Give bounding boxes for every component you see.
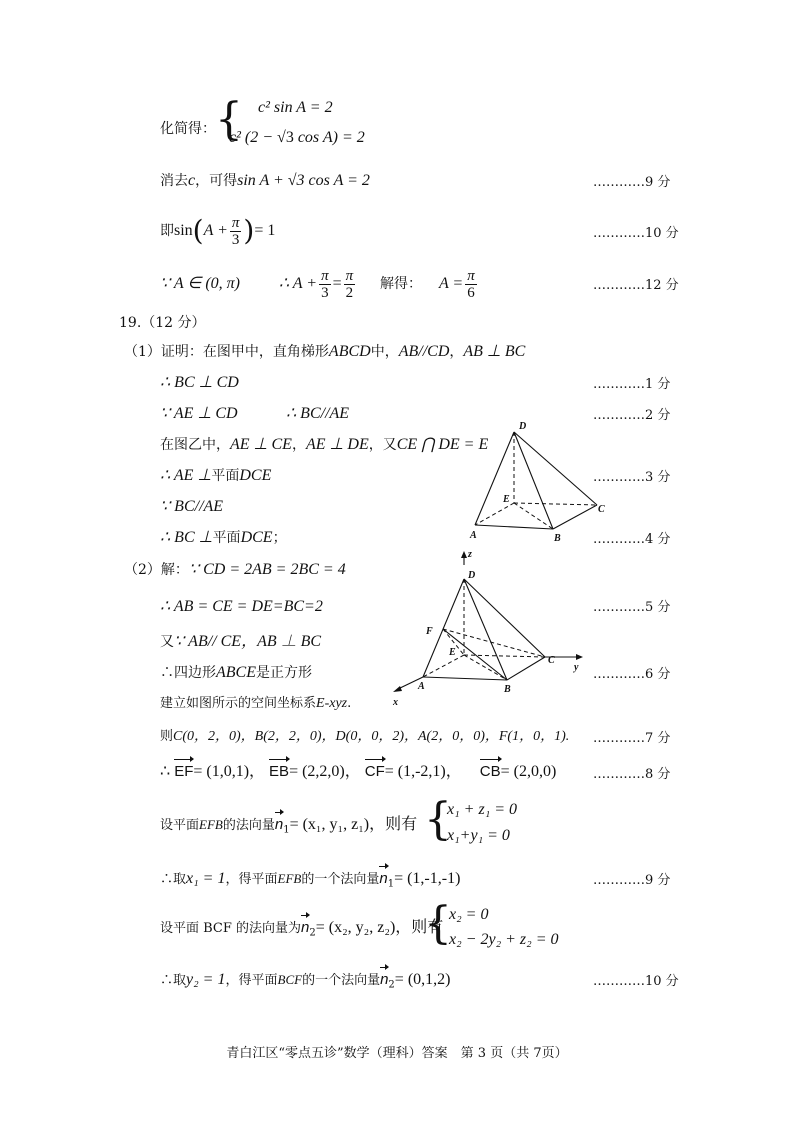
bc-parallel-ae-2: ∵ BC//AE xyxy=(160,498,224,515)
vector-CB: CB xyxy=(479,763,501,780)
score-5: …………5 分 xyxy=(593,600,671,615)
take-y2-line: ∴取y₂ = 1，得平面BCF的一个法向量$n_2= (0,1,2)$ xyxy=(160,971,451,991)
system-eq-1: c² sin A = 2 xyxy=(258,99,333,116)
edge-DB xyxy=(514,432,553,529)
score-8: …………8 分 xyxy=(593,767,671,782)
pyramid-figure-1 xyxy=(465,418,615,543)
edge-DC xyxy=(514,432,597,505)
edge-BC xyxy=(553,505,597,529)
edge-EB xyxy=(514,503,553,529)
label-B: B xyxy=(504,684,511,695)
score-2: …………2 分 xyxy=(593,408,671,423)
square-statement: ∴四边形ABCE是正方形 xyxy=(160,664,312,681)
simplify-label: 化简得： xyxy=(160,121,216,137)
edge-DB xyxy=(464,579,507,680)
sin-eq-line: 即sin(A + $\frac{\pi}{3}$ )= 1 xyxy=(160,214,276,248)
take-x1-line: ∴取x₁ = 1，得平面EFB的一个法向量$n_1= (1,-1,-1)$ xyxy=(160,870,461,890)
vector-CF: CF xyxy=(364,763,385,780)
label-D: D xyxy=(468,570,476,581)
edge-AB xyxy=(423,677,507,680)
system2-eq-2: x₁+y₁ = 0 xyxy=(447,827,510,844)
vector-n2b: n xyxy=(380,971,389,988)
ae-perp-plane: ∴ AE ⊥平面DCE xyxy=(160,467,272,484)
bc-perp-cd: ∴ BC ⊥ CD xyxy=(160,374,239,391)
points-line: 则C(0，2，0)，B(2，2，0)，D(0，0，2)，A(2，0，0)，F(1，0，1). xyxy=(160,729,570,744)
angle-range-line: ∵ A ∈ (0, π) ∴ A + $\frac{\pi}{3}$ = $\frac{\pi}{2}$ 解得： A = $\frac{\pi}{6}$ xyxy=(160,267,475,301)
score-4: …………4 分 xyxy=(593,532,671,547)
score-9b: …………9 分 xyxy=(593,873,671,888)
score-3: …………3 分 xyxy=(593,470,671,485)
label-A: A xyxy=(418,681,425,692)
edge-EB xyxy=(464,655,507,680)
part2-statement: （2）解：∵ CD = 2AB = 2BC = 4 xyxy=(124,561,346,578)
eliminate-line: 消去c，可得sin A + √3 cos A = 2 xyxy=(160,172,370,189)
label-B: B xyxy=(554,533,561,543)
score-10: …………10 分 xyxy=(593,226,679,241)
question-19-heading: 19.（12 分） xyxy=(119,315,206,331)
vector-EB: EB xyxy=(269,763,290,780)
part1-statement: （1）证明：在图甲中，直角梯形ABCD中，AB//CD，AB ⊥ BC xyxy=(124,343,526,360)
label-y: y xyxy=(574,662,579,673)
label-C: C xyxy=(598,504,605,515)
normal-n1-line: 设平面EFB的法向量$n_1= (x_1$, y₁, z₁)，则有 xyxy=(160,816,418,836)
bc-perp-plane: ∴ BC ⊥平面DCE； xyxy=(160,529,287,546)
edge-AB xyxy=(475,525,553,529)
score-10b: …………10 分 xyxy=(593,974,679,989)
ae-perp-cd: ∵ AE ⊥ CD xyxy=(160,405,238,422)
edge-BC xyxy=(507,657,545,680)
coordinate-system: 建立如图所示的空间坐标系E-xyz. xyxy=(160,696,352,711)
vector-n2: n xyxy=(301,919,310,936)
vectors-line: ∴ EF= (1,0,1)， EB= (2,2,0)， CF= (1,-2,1)， CB= (2,0,0) xyxy=(160,763,557,780)
edge-EA xyxy=(475,503,514,525)
system3-eq-1: x₂ = 0 xyxy=(449,906,489,923)
y-arrow xyxy=(576,654,583,660)
edge-DC xyxy=(464,579,545,657)
pyramid-figure-2 xyxy=(388,547,588,707)
fig2-statement: 在图乙中，AE ⊥ CE，AE ⊥ DE，又CE ⋂ DE = E xyxy=(160,436,489,453)
bc-parallel-ae: ∴ BC//AE xyxy=(286,405,350,422)
system2-brace: { xyxy=(424,794,452,845)
normal-n2-line: 设平面 BCF 的法向量为$n_2= (x_2$, y₂, z₂)，则有 xyxy=(160,919,444,939)
edge-EC xyxy=(514,503,597,505)
label-A: A xyxy=(470,530,477,541)
x-arrow xyxy=(393,686,402,692)
system2-eq-1: x₁ + z₁ = 0 xyxy=(447,801,518,818)
label-E: E xyxy=(449,647,456,658)
label-x: x xyxy=(393,697,398,707)
again-parallel: 又∵ AB// CE，AB ⊥ BC xyxy=(160,633,322,650)
page-footer: 青白江区“零点五诊”数学（理科）答案 第 3 页（共 7页） xyxy=(226,1046,568,1061)
system-brace: { xyxy=(215,94,243,145)
score-12: …………12 分 xyxy=(593,278,679,293)
z-arrow xyxy=(461,551,467,558)
score-6: …………6 分 xyxy=(593,667,671,682)
label-D: D xyxy=(519,421,527,432)
label-F: F xyxy=(426,626,433,637)
system3-brace: { xyxy=(424,898,452,949)
label-C: C xyxy=(548,655,555,666)
equal-lengths: ∴ AB = CE = DE=BC=2 xyxy=(160,598,323,615)
system-eq-2: c² (2 − √3 cos A) = 2 xyxy=(229,129,365,146)
score-7: …………7 分 xyxy=(593,731,671,746)
vector-n1: n xyxy=(274,816,284,833)
label-E: E xyxy=(503,494,510,505)
label-z: z xyxy=(468,549,472,560)
system3-eq-2: x₂ − 2y₂ + z₂ = 0 xyxy=(449,931,559,948)
vector-n1b: n xyxy=(379,870,388,887)
vector-EF: EF xyxy=(174,763,194,780)
score-1: …………1 分 xyxy=(593,377,671,392)
edge-EA xyxy=(423,655,464,677)
score-9: …………9 分 xyxy=(593,175,671,190)
edge-DA xyxy=(475,432,514,525)
